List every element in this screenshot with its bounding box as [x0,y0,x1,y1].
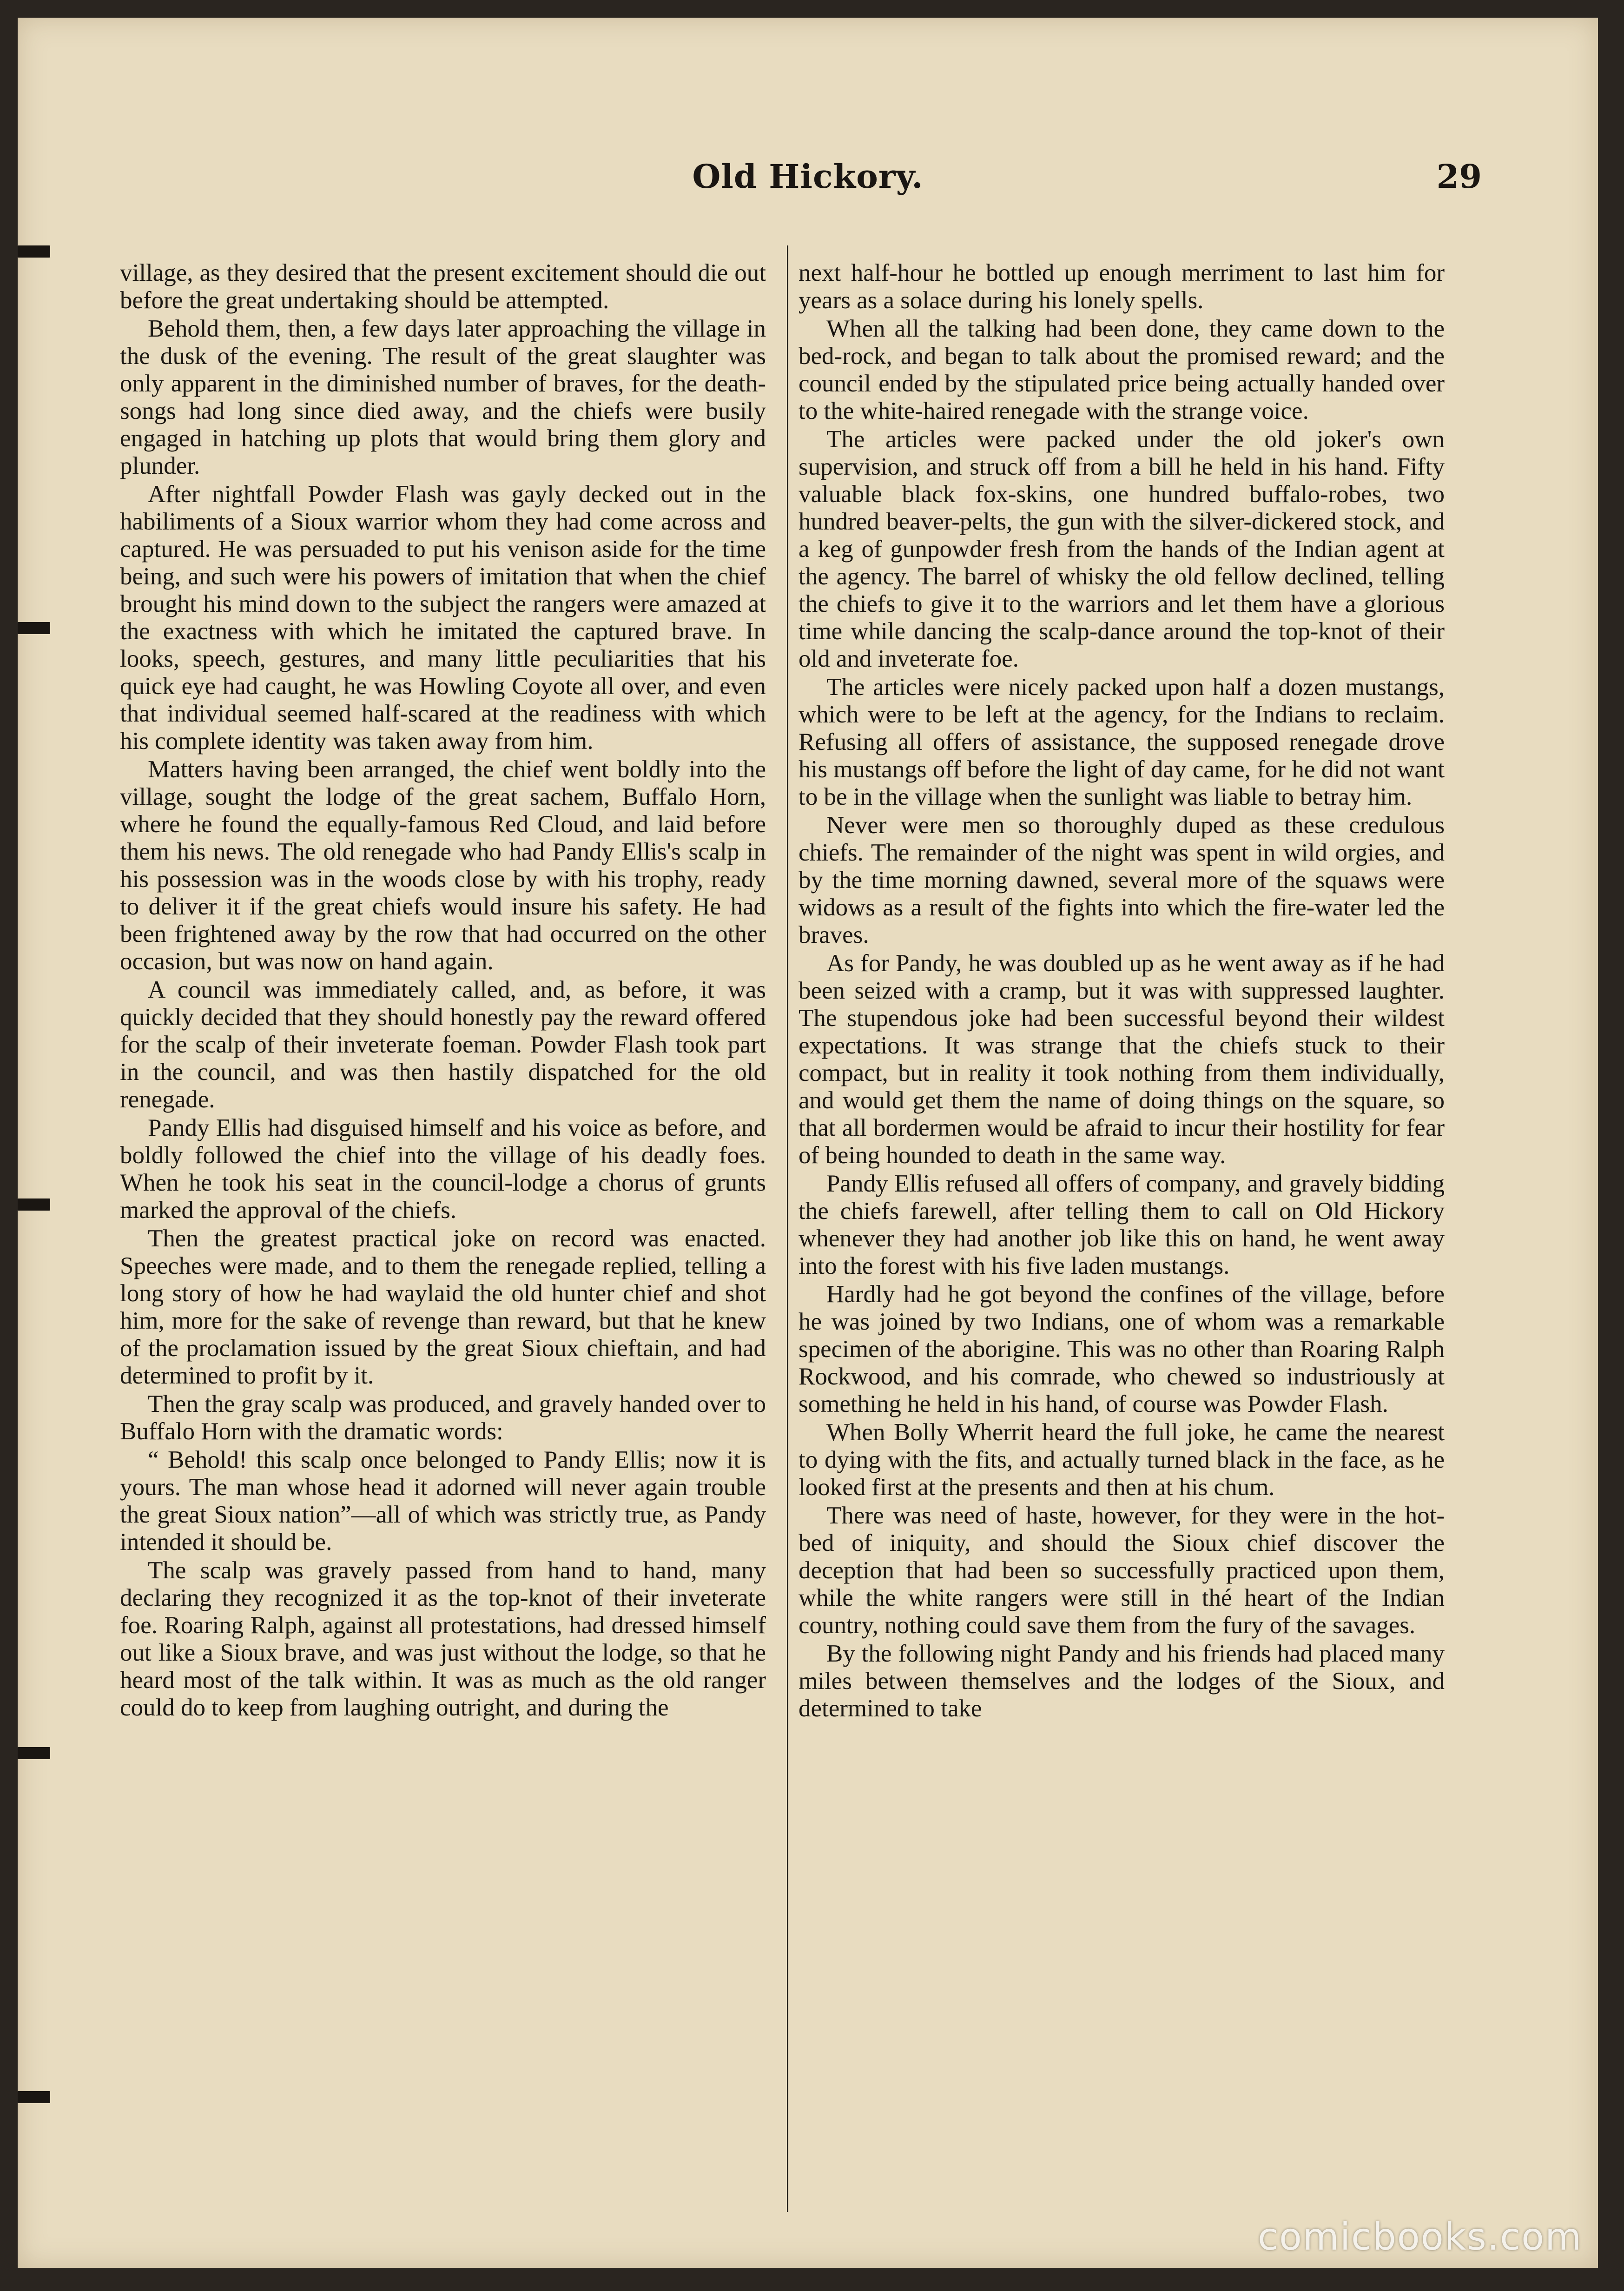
binding-mark [18,2091,50,2103]
paragraph: Then the gray scalp was produced, and gravely handed over to Buffalo Horn with the dramatic words: [120,1390,766,1445]
paragraph: After nightfall Powder Flash was gayly decked out in the habiliments of a Sioux warrior whom they had come across and captured. He was persuaded to put his venison aside for the time being, and such were his powers of imitation that when the chief brought his mind down to the subject the rangers were amazed at the exactness with which he imitated the captured brave. In looks, speech, gestures, and many little peculiarities that his quick eye had caught, he was Howling Coyote all over, and even that individual seemed half-scared at the readiness with which his complete identity was taken away from him. [120,481,766,755]
paragraph: The articles were nicely packed upon half a dozen mustangs, which were to be left at the agency, for the Indians to reclaim. Refusing all offers of assistance, the supposed renegade drove his mustangs off before the light of day came, for he did not want to be in the village when the sunlight was liable to betray him. [799,674,1445,810]
paragraph: The scalp was gravely passed from hand to hand, many declaring they recognized it as the top-knot of their inveterate foe. Roaring Ralph, against all protestations, had dressed himself out like a Sioux brave, and was just without the lodge, so that he heard most of the talk within. It was as much as the old ranger could do to keep from laughing outright, and during the [120,1557,766,1721]
paragraph: A council was immediately called, and, as before, it was quickly decided that they should honestly pay the reward offered for the scalp of their inveterate foeman. Powder Flash took part in the council, and was then hastily dispatched for the old renegade. [120,976,766,1113]
right-column [799,259,1445,2203]
watermark: comicbooks.com [1257,2215,1582,2258]
paragraph: Then the greatest practical joke on record was enacted. Speeches were made, and to them the renegade replied, telling a long story of how he had waylaid the old hunter chief and shot him, more for the sake of revenge than reward, but that he knew of the proclamation issued by the great Sioux chieftain, and had determined to profit by it. [120,1225,766,1389]
paragraph: Behold them, then, a few days later approaching the village in the dusk of the evening. The result of the great slaughter was only apparent in the diminished number of braves, for the death-songs had long since died away, and the chiefs were busily engaged in hatching up plots that would bring them glory and plunder. [120,315,766,479]
paragraph: Matters having been arranged, the chief went boldly into the village, sought the lodge of the great sachem, Buffalo Horn, where he found the equally-famous Red Cloud, and laid before them his news. The old renegade who had Pandy Ellis's scalp in his possession was in the woods close by with his trophy, ready to deliver it if the great chiefs would insure his safety. He had been frightened away by the row that had occurred on the other occasion, but was now on hand again. [120,756,766,975]
binding-mark [18,1198,50,1211]
binding-mark [18,1747,50,1759]
running-header [18,157,1598,227]
paragraph: There was need of haste, however, for they were in the hot-bed of iniquity, and should the Sioux chief discover the deception that had been so successfully practiced upon them, while the white rangers were still in thé heart of the Indian country, nothing could save them from the fury of the savages. [799,1502,1445,1639]
paragraph: “ Behold! this scalp once belonged to Pandy Ellis; now it is yours. The man whose head it adorned will never again trouble the great Sioux nation”—all of which was strictly true, as Pandy intended it should be. [120,1446,766,1556]
paragraph: village, as they desired that the present excitement should die out before the great undertaking should be attempted. [120,259,766,314]
paragraph: Never were men so thoroughly duped as these credulous chiefs. The remainder of the night was spent in wild orgies, and by the time morning dawned, several more of the squaws were widows as a result of the fights into which the fire-water led the braves. [799,812,1445,948]
binding-mark [18,622,50,634]
paragraph: As for Pandy, he was doubled up as he went away as if he had been seized with a cramp, but it was with suppressed laughter. The stupendous joke had been successful beyond their wildest expectations. It was strange that the chiefs stuck to their compact, but in reality it took nothing from them individually, and would get them the name of doing things on the square, so that all bordermen would be afraid to incur their hostility for fear of being hounded to death in the same way. [799,950,1445,1169]
page-title: Old Hickory. [692,157,924,196]
paragraph: Pandy Ellis had disguised himself and his voice as before, and boldly followed the chief into the village of his deadly foes. When he took his seat in the council-lodge a chorus of grunts marked the approval of the chiefs. [120,1114,766,1224]
column-divider [787,245,788,2212]
left-column [120,259,766,2203]
page [18,18,1598,2268]
paragraph: When all the talking had been done, they came down to the bed-rock, and began to talk about the promised reward; and the council ended by the stipulated price being actually handed over to the white-haired renegade with the strange voice. [799,315,1445,424]
paragraph: By the following night Pandy and his friends had placed many miles between themselves and the lodges of the Sioux, and determined to take [799,1640,1445,1722]
page-number: 29 [1436,157,1482,196]
paragraph: The articles were packed under the old joker's own supervision, and struck off from a bill he held in his hand. Fifty valuable black fox-skins, one hundred buffalo-robes, two hundred beaver-pelts, the gun with the silver-dickered stock, and a keg of gunpowder fresh from the hands of the Indian agent at the agency. The barrel of whisky the old fellow declined, telling the chiefs to give it to the warriors and let them have a glorious time while dancing the scalp-dance around the top-knot of their old and inveterate foe. [799,426,1445,672]
binding-mark [18,245,50,258]
paragraph: next half-hour he bottled up enough merriment to last him for years as a solace during his lonely spells. [799,259,1445,314]
paragraph: Hardly had he got beyond the confines of the village, before he was joined by two Indians, one of whom was a remarkable specimen of the aborigine. This was no other than Roaring Ralph Rockwood, and his comrade, who chewed so industriously at something he held in his hand, of course was Powder Flash. [799,1281,1445,1417]
paragraph: Pandy Ellis refused all offers of company, and gravely bidding the chiefs farewell, after telling them to call on Old Hickory whenever they had another job like this on hand, he went away into the forest with his five laden mustangs. [799,1170,1445,1279]
paragraph: When Bolly Wherrit heard the full joke, he came the nearest to dying with the fits, and actually turned black in the face, as he looked first at the presents and then at his chum. [799,1419,1445,1501]
